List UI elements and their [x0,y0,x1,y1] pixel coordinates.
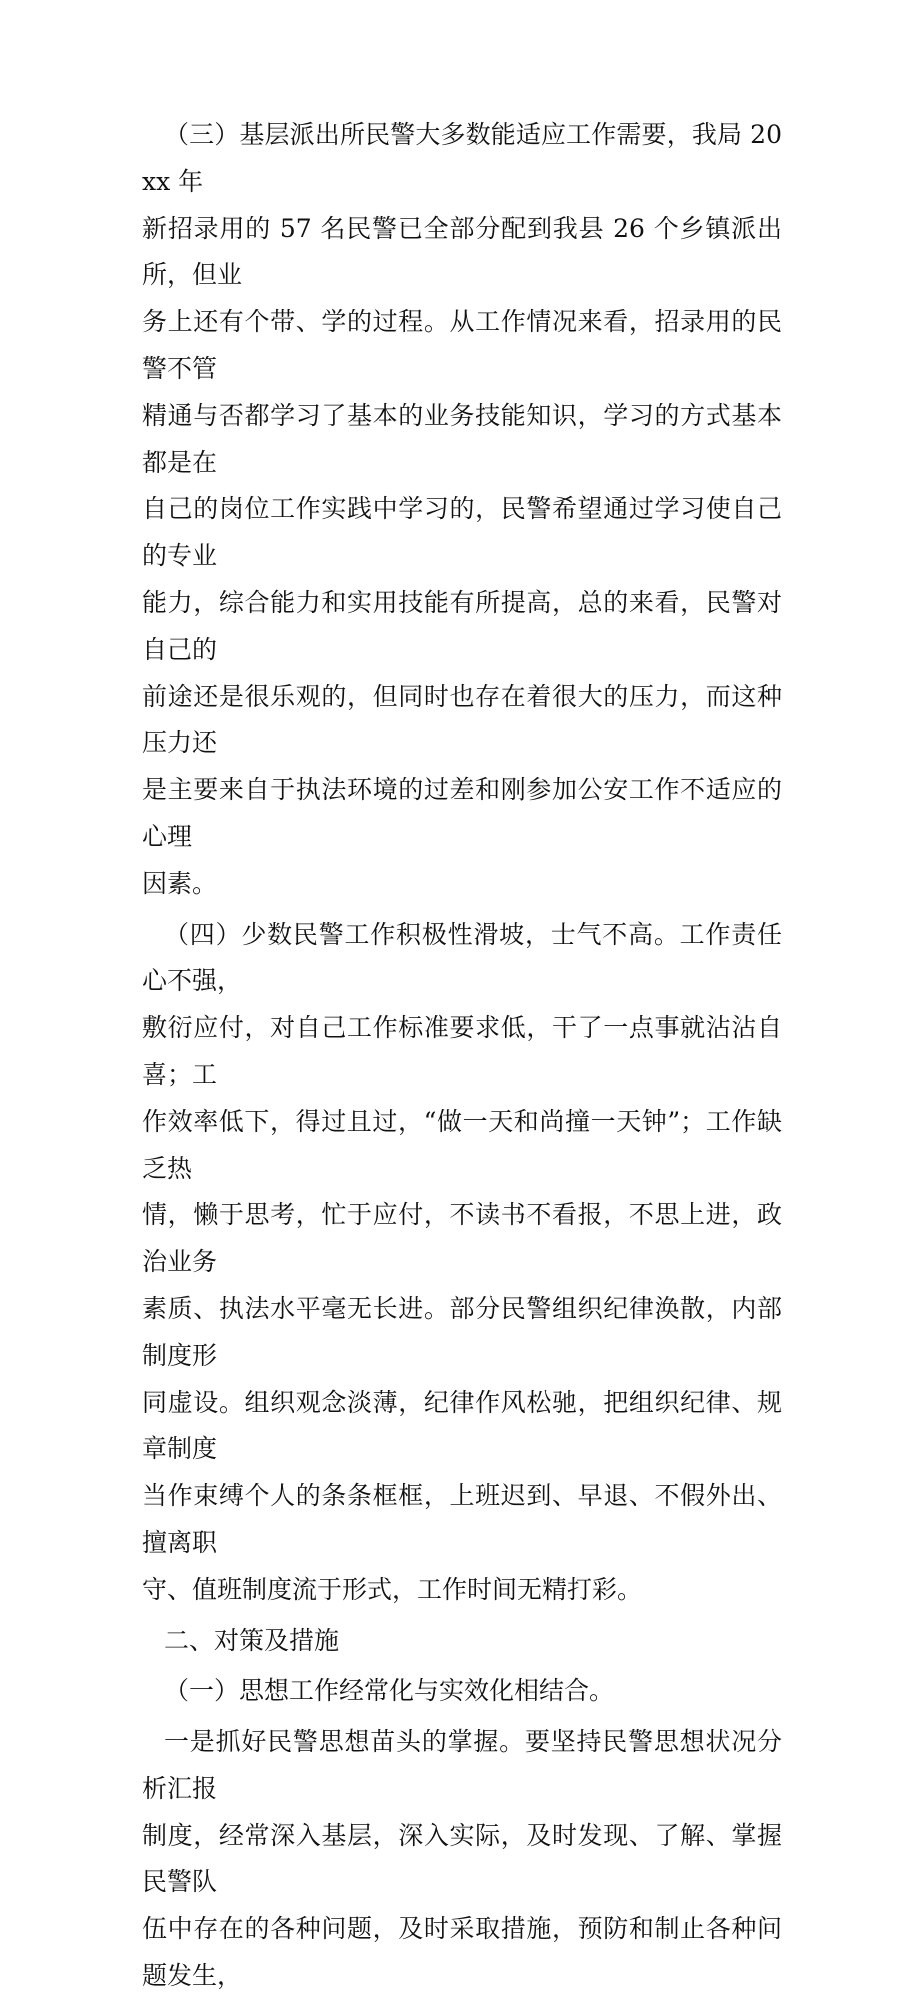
text-line: 前途还是很乐观的，但同时也存在着很大的压力，而这种压力还 [142,681,782,758]
text-line: 伍中存在的各种问题，及时采取措施，预防和制止各种问题发生， [142,1914,782,1991]
text-line: （四）少数民警工作积极性滑坡，士气不高。工作责任心不强， [142,919,782,996]
text-line: 因素。 [142,868,218,898]
text-line: 新招录用的 57 名民警已全部分配到我县 26 个乡镇派出所，但业 [142,213,782,290]
text-line: 自己的岗位工作实践中学习的，民警希望通过学习使自己的专业 [142,494,782,571]
subheading: （一）思想工作经常化与实效化相结合。 [164,1676,615,1706]
paragraph-3 [142,112,782,908]
text-line: 当作束缚个人的条条框框，上班迟到、早退、不假外出、擅离职 [142,1481,782,1557]
text-line: 一是抓好民警思想苗头的掌握。要坚持民警思想状况分析汇报 [142,1727,782,1803]
text-line: 守、值班制度流于形式，工作时间无精打彩。 [142,1574,643,1604]
text-line: 能力，综合能力和实用技能有所提高，总的来看，民警对自己的 [142,587,782,664]
text-line: 敷衍应付，对自己工作标准要求低，干了一点事就沾沾自喜；工 [142,1013,782,1089]
text-line: 素质、执法水平毫无长进。部分民警组织纪律涣散，内部制度形 [142,1293,782,1370]
paragraph-4 [142,912,782,1614]
document-body [142,112,782,2000]
text-line: 精通与否都学习了基本的业务技能知识，学习的方式基本都是在 [142,400,782,477]
text-line: 情，懒于思考，忙于应付，不读书不看报，不思上进，政治业务 [142,1200,782,1277]
final-paragraph [142,1719,782,2000]
text-line: （三）基层派出所民警大多数能适应工作需要，我局 20xx 年 [142,120,782,196]
text-line: 作效率低下，得过且过，“做一天和尚撞一天钟”；工作缺乏热 [142,1106,782,1183]
section-heading: 二、对策及措施 [164,1625,340,1655]
text-line: 是主要来自于执法环境的过差和刚参加公安工作不适应的心理 [142,775,782,851]
text-line: 务上还有个带、学的过程。从工作情况来看，招录用的民警不管 [142,307,782,383]
text-line: 制度，经常深入基层，深入实际，及时发现、了解、掌握民警队 [142,1820,782,1897]
text-line: 同虚设。组织观念淡薄，纪律作风松驰，把组织纪律、规章制度 [142,1387,782,1464]
